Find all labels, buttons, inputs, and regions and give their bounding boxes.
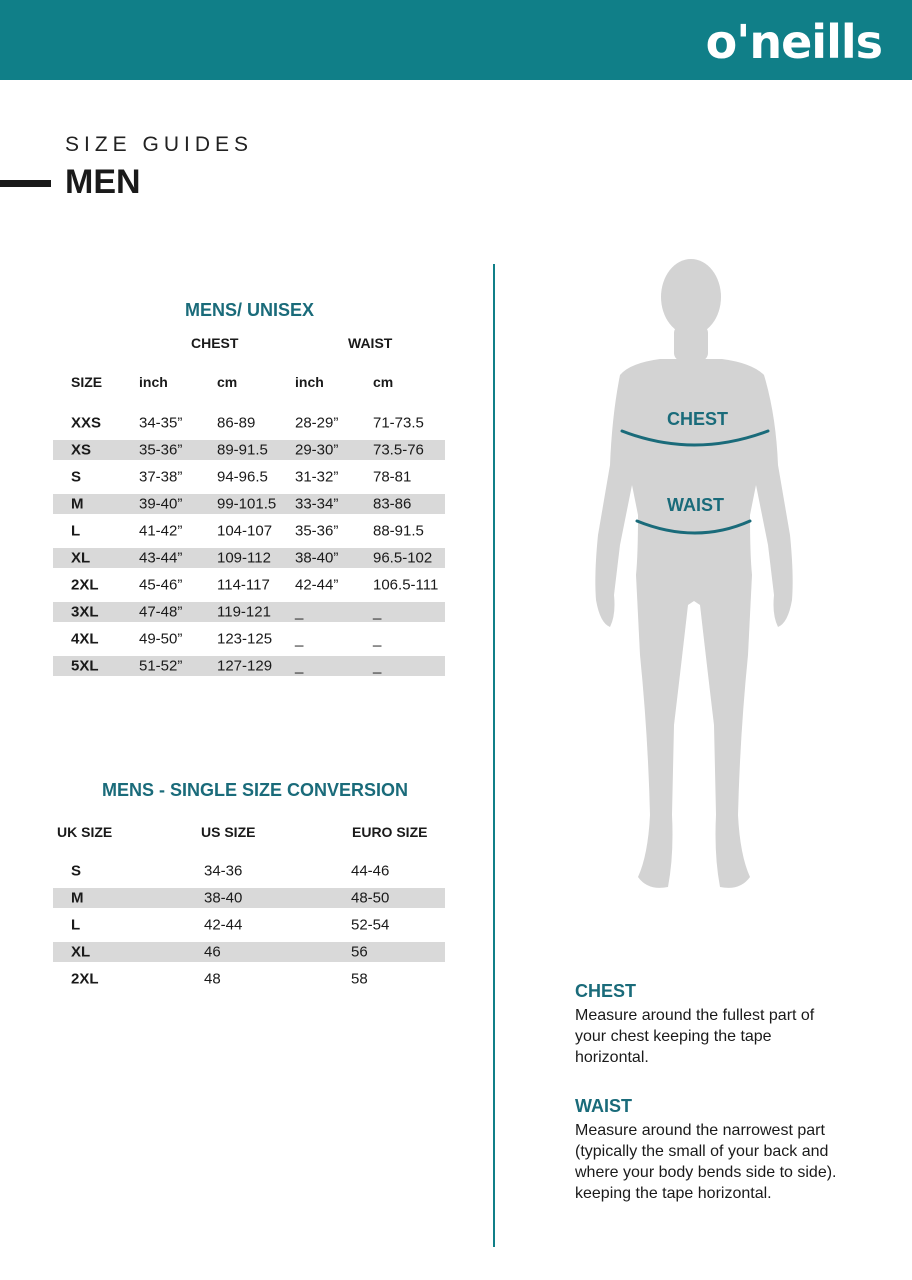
waist-inch-cell: _ [295, 603, 304, 620]
chest-group-header: CHEST [191, 335, 239, 351]
waist-guide-line: keeping the tape horizontal. [575, 1185, 772, 1202]
top-banner [0, 0, 912, 80]
waist-inch-cell: _ [295, 630, 304, 647]
chest-inch-cell: 41-42” [139, 522, 183, 539]
us-size-cell: 38-40 [204, 889, 243, 906]
us-size-cell: 46 [204, 943, 221, 960]
table-row [53, 656, 445, 676]
waist-inch-cell: 28-29” [295, 414, 339, 431]
page-title: MEN [65, 163, 141, 201]
size-cell: S [71, 468, 82, 485]
size-cell: 4XL [71, 630, 99, 647]
column-header-waist-inch: inch [295, 374, 324, 390]
chest-inch-cell: 45-46” [139, 576, 183, 593]
chest-cm-cell: 89-91.5 [217, 441, 268, 458]
column-header-us-size: US SIZE [201, 824, 256, 840]
waist-guide-line: where your body bends side to side). [575, 1164, 837, 1181]
size-cell: XL [71, 549, 91, 566]
euro-size-cell: 56 [351, 943, 368, 960]
page-kicker: SIZE GUIDES [65, 133, 254, 156]
unisex-table-title: MENS/ UNISEX [185, 300, 315, 320]
table-row [53, 571, 445, 598]
table-row [53, 602, 445, 622]
table-row [53, 888, 445, 908]
column-header-chest-inch: inch [139, 374, 168, 390]
euro-size-cell: 48-50 [351, 889, 390, 906]
waist-inch-cell: 38-40” [295, 549, 339, 566]
waist-inch-cell: 29-30” [295, 441, 339, 458]
table-row [53, 517, 445, 544]
size-cell: 2XL [71, 576, 99, 593]
euro-size-cell: 52-54 [351, 916, 390, 933]
chest-inch-cell: 34-35” [139, 414, 183, 431]
uk-size-cell: S [71, 862, 82, 879]
chest-cm-cell: 104-107 [217, 522, 273, 539]
chest-inch-cell: 35-36” [139, 441, 183, 458]
uk-size-cell: M [71, 889, 84, 906]
us-size-cell: 42-44 [204, 916, 243, 933]
waist-guide-line: (typically the small of your back and [575, 1143, 829, 1160]
size-cell: M [71, 495, 84, 512]
chest-inch-cell: 43-44” [139, 549, 183, 566]
chest-cm-cell: 109-112 [217, 549, 271, 566]
waist-cm-cell: 106.5-111 [373, 576, 439, 593]
table-row [53, 548, 445, 568]
chest-cm-cell: 119-121 [217, 603, 271, 620]
table-row [53, 942, 445, 962]
waist-cm-cell: _ [373, 630, 382, 647]
waist-cm-cell: 78-81 [373, 468, 412, 485]
chest-inch-cell: 49-50” [139, 630, 183, 647]
oneills-logo: o'neills [705, 15, 882, 69]
euro-size-cell: 58 [351, 970, 368, 987]
figure-chest-label: CHEST [667, 409, 729, 429]
chest-cm-cell: 123-125 [217, 630, 273, 647]
size-cell: L [71, 522, 81, 539]
waist-cm-cell: 96.5-102 [373, 549, 433, 566]
table-row [53, 965, 445, 992]
chest-guide-line: Measure around the fullest part of [575, 1007, 815, 1024]
column-header-uk-size: UK SIZE [57, 824, 113, 840]
table-row [53, 494, 445, 514]
chest-cm-cell: 94-96.5 [217, 468, 268, 485]
waist-inch-cell: 35-36” [295, 522, 339, 539]
chest-cm-cell: 86-89 [217, 414, 256, 431]
size-cell: 5XL [71, 657, 99, 674]
us-size-cell: 34-36 [204, 862, 243, 879]
column-header-chest-cm: cm [217, 374, 238, 390]
unisex-size-table [53, 409, 445, 679]
conversion-table-title: MENS - SINGLE SIZE CONVERSION [102, 780, 409, 800]
waist-cm-cell: 73.5-76 [373, 441, 424, 458]
table-row [53, 857, 445, 884]
table-row [53, 625, 445, 652]
table-row [53, 409, 445, 436]
column-header-euro-size: EURO SIZE [352, 824, 428, 840]
chest-cm-cell: 127-129 [217, 657, 273, 674]
size-cell: 3XL [71, 603, 99, 620]
us-size-cell: 48 [204, 970, 221, 987]
uk-size-cell: XL [71, 943, 91, 960]
table-row [53, 911, 445, 938]
waist-cm-cell: 88-91.5 [373, 522, 424, 539]
chest-cm-cell: 99-101.5 [217, 495, 277, 512]
column-divider [493, 264, 495, 1247]
waist-guide-text [575, 1120, 875, 1204]
chest-inch-cell: 47-48” [139, 603, 183, 620]
waist-inch-cell: _ [295, 657, 304, 674]
chest-guide-title: CHEST [575, 981, 637, 1001]
chest-guide-text [575, 1005, 875, 1068]
size-cell: XS [71, 441, 92, 458]
chest-cm-cell: 114-117 [217, 576, 270, 593]
waist-inch-cell: 31-32” [295, 468, 339, 485]
waist-cm-cell: 83-86 [373, 495, 412, 512]
chest-guide-line: your chest keeping the tape [575, 1028, 772, 1045]
title-accent-rule [0, 180, 51, 187]
chest-guide-line: horizontal. [575, 1049, 649, 1066]
uk-size-cell: 2XL [71, 970, 99, 987]
waist-cm-cell: 71-73.5 [373, 414, 424, 431]
euro-size-cell: 44-46 [351, 862, 390, 879]
size-cell: XXS [71, 414, 102, 431]
chest-inch-cell: 39-40” [139, 495, 183, 512]
figure-waist-label: WAIST [667, 495, 724, 515]
waist-guide-line: Measure around the narrowest part [575, 1122, 825, 1139]
waist-group-header: WAIST [348, 335, 393, 351]
table-row [53, 463, 445, 490]
body-silhouette [590, 255, 800, 895]
waist-inch-cell: 42-44” [295, 576, 339, 593]
chest-inch-cell: 51-52” [139, 657, 183, 674]
column-header-waist-cm: cm [373, 374, 394, 390]
waist-cm-cell: _ [373, 657, 382, 674]
conversion-size-table [53, 857, 445, 992]
waist-cm-cell: _ [373, 603, 382, 620]
waist-guide-title: WAIST [575, 1096, 632, 1116]
column-header-size: SIZE [71, 374, 103, 390]
table-row [53, 440, 445, 460]
chest-inch-cell: 37-38” [139, 468, 183, 485]
uk-size-cell: L [71, 916, 81, 933]
waist-inch-cell: 33-34” [295, 495, 339, 512]
body-measurement-figure [590, 255, 800, 895]
